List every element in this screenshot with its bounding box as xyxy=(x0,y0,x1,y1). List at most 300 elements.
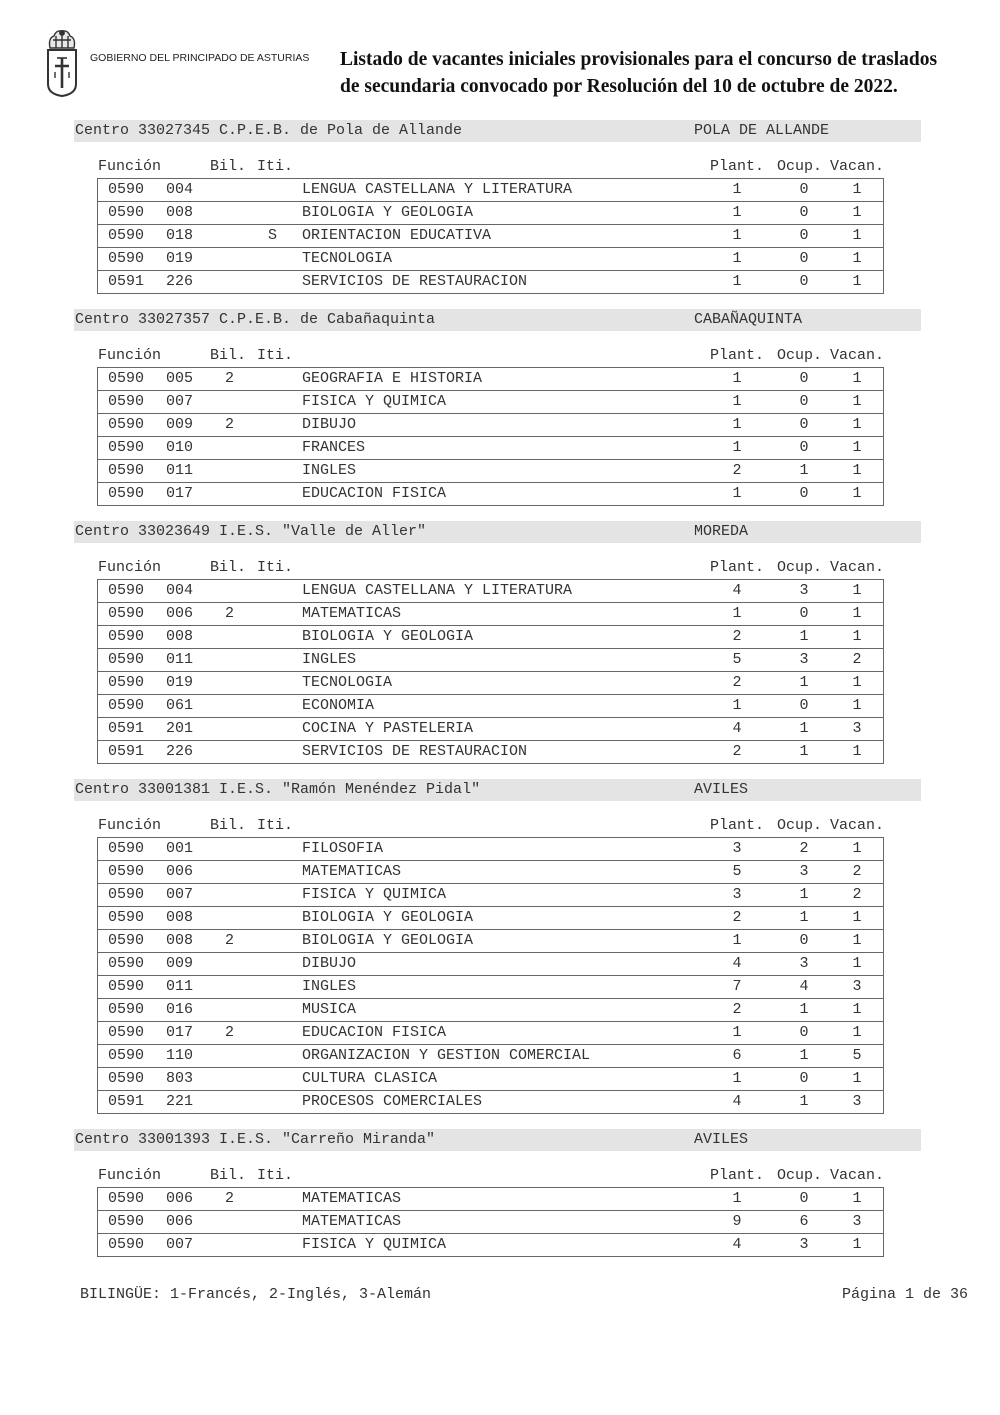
cuerpo-code: 0590 xyxy=(108,181,145,198)
especialidad-name: INGLES xyxy=(302,651,357,668)
column-header-funcion: Función xyxy=(98,817,162,834)
table-row xyxy=(98,179,883,201)
table-row xyxy=(98,247,883,270)
especialidad-name: FISICA Y QUIMICA xyxy=(302,1236,447,1253)
especialidad-name: DIBUJO xyxy=(302,955,357,972)
ocupadas-count: 1 xyxy=(799,1093,809,1110)
especialidad-name: FRANCES xyxy=(302,439,366,456)
ocupadas-count: 1 xyxy=(799,1047,809,1064)
especialidad-code: 011 xyxy=(166,462,194,479)
table-row xyxy=(98,717,883,740)
especialidad-name: MATEMATICAS xyxy=(302,863,402,880)
vacantes-count: 1 xyxy=(852,955,862,972)
especialidad-code: 008 xyxy=(166,204,194,221)
ocupadas-count: 0 xyxy=(799,181,809,198)
asturias-crest-icon xyxy=(44,28,80,98)
ocupadas-count: 3 xyxy=(799,863,809,880)
plantilla-count: 1 xyxy=(732,932,742,949)
table-row xyxy=(98,390,883,413)
vacantes-count: 1 xyxy=(852,1070,862,1087)
especialidad-name: LENGUA CASTELLANA Y LITERATURA xyxy=(302,582,573,599)
cuerpo-code: 0590 xyxy=(108,955,145,972)
especialidad-code: 019 xyxy=(166,674,194,691)
vacantes-count: 2 xyxy=(852,886,862,903)
plantilla-count: 5 xyxy=(732,863,742,880)
cuerpo-code: 0590 xyxy=(108,250,145,267)
vacantes-count: 1 xyxy=(852,439,862,456)
vacantes-count: 2 xyxy=(852,863,862,880)
cuerpo-code: 0590 xyxy=(108,1213,145,1230)
column-header-ocup: Ocup. xyxy=(777,817,823,834)
bilingual-code: 2 xyxy=(225,416,235,433)
especialidad-code: 008 xyxy=(166,909,194,926)
especialidad-code: 004 xyxy=(166,181,194,198)
cuerpo-code: 0590 xyxy=(108,909,145,926)
cuerpo-code: 0590 xyxy=(108,628,145,645)
centro-header xyxy=(74,309,921,331)
ocupadas-count: 0 xyxy=(799,393,809,410)
ocupadas-count: 1 xyxy=(799,720,809,737)
table-row xyxy=(98,1188,883,1210)
vacantes-count: 3 xyxy=(852,1093,862,1110)
ocupadas-count: 0 xyxy=(799,227,809,244)
centro-city: CABAÑAQUINTA xyxy=(694,311,803,328)
plantilla-count: 4 xyxy=(732,1093,742,1110)
centro-label: Centro 33001381 I.E.S. "Ramón Menéndez Pidal" xyxy=(75,781,481,798)
especialidad-name: MATEMATICAS xyxy=(302,605,402,622)
ocupadas-count: 0 xyxy=(799,697,809,714)
vacantes-count: 5 xyxy=(852,1047,862,1064)
plantilla-count: 9 xyxy=(732,1213,742,1230)
especialidad-code: 007 xyxy=(166,886,194,903)
table-row xyxy=(98,482,883,505)
vacantes-count: 1 xyxy=(852,674,862,691)
plantilla-count: 5 xyxy=(732,651,742,668)
vacantes-count: 1 xyxy=(852,227,862,244)
cuerpo-code: 0590 xyxy=(108,393,145,410)
cuerpo-code: 0590 xyxy=(108,1024,145,1041)
especialidad-code: 018 xyxy=(166,227,194,244)
especialidad-code: 226 xyxy=(166,273,194,290)
bilingual-legend: BILINGÜE: 1-Francés, 2-Inglés, 3-Alemán xyxy=(80,1286,432,1303)
vacantes-count: 3 xyxy=(852,720,862,737)
column-headers xyxy=(0,156,1000,178)
ocupadas-count: 4 xyxy=(799,978,809,995)
cuerpo-code: 0590 xyxy=(108,978,145,995)
table-row xyxy=(98,625,883,648)
especialidad-code: 061 xyxy=(166,697,194,714)
column-header-plant: Plant. xyxy=(710,347,765,364)
vacantes-count: 1 xyxy=(852,370,862,387)
ocupadas-count: 0 xyxy=(799,1190,809,1207)
plantilla-count: 1 xyxy=(732,1070,742,1087)
especialidad-name: EDUCACION FISICA xyxy=(302,485,447,502)
column-header-bil: Bil. xyxy=(210,347,247,364)
cuerpo-code: 0590 xyxy=(108,370,145,387)
plantilla-count: 2 xyxy=(732,628,742,645)
ocupadas-count: 6 xyxy=(799,1213,809,1230)
vacantes-count: 1 xyxy=(852,628,862,645)
vacancy-table xyxy=(97,1187,884,1257)
plantilla-count: 1 xyxy=(732,204,742,221)
column-headers xyxy=(0,1165,1000,1187)
title-line-2: de secundaria convocado por Resolución del 10 de octubre de 2022. xyxy=(340,76,898,97)
page-header xyxy=(0,0,1000,110)
table-row xyxy=(98,648,883,671)
column-header-plant: Plant. xyxy=(710,817,765,834)
especialidad-name: MATEMATICAS xyxy=(302,1213,402,1230)
vacancy-table xyxy=(97,837,884,1114)
centro-section xyxy=(0,120,1000,294)
especialidad-code: 016 xyxy=(166,1001,194,1018)
ocupadas-count: 1 xyxy=(799,909,809,926)
especialidad-name: SERVICIOS DE RESTAURACION xyxy=(302,743,528,760)
column-header-ocup: Ocup. xyxy=(777,158,823,175)
column-header-bil: Bil. xyxy=(210,817,247,834)
plantilla-count: 2 xyxy=(732,674,742,691)
vacantes-count: 1 xyxy=(852,582,862,599)
ocupadas-count: 0 xyxy=(799,1024,809,1041)
table-row xyxy=(98,224,883,247)
centro-city: POLA DE ALLANDE xyxy=(694,122,830,139)
especialidad-name: FILOSOFIA xyxy=(302,840,384,857)
especialidad-code: 004 xyxy=(166,582,194,599)
plantilla-count: 1 xyxy=(732,393,742,410)
ocupadas-count: 3 xyxy=(799,582,809,599)
cuerpo-code: 0590 xyxy=(108,1047,145,1064)
table-row xyxy=(98,838,883,860)
especialidad-code: 009 xyxy=(166,416,194,433)
vacancy-table xyxy=(97,367,884,506)
especialidad-name: MUSICA xyxy=(302,1001,357,1018)
vacantes-count: 1 xyxy=(852,273,862,290)
vacantes-count: 1 xyxy=(852,605,862,622)
ocupadas-count: 0 xyxy=(799,1070,809,1087)
plantilla-count: 1 xyxy=(732,416,742,433)
ocupadas-count: 1 xyxy=(799,674,809,691)
column-header-vacan: Vacan. xyxy=(830,347,885,364)
column-header-ocup: Ocup. xyxy=(777,1167,823,1184)
column-header-vacan: Vacan. xyxy=(830,559,885,576)
cuerpo-code: 0590 xyxy=(108,697,145,714)
table-row xyxy=(98,270,883,293)
especialidad-code: 001 xyxy=(166,840,194,857)
plantilla-count: 3 xyxy=(732,886,742,903)
especialidad-code: 006 xyxy=(166,1190,194,1207)
bilingual-code: 2 xyxy=(225,932,235,949)
table-row xyxy=(98,694,883,717)
column-header-vacan: Vacan. xyxy=(830,817,885,834)
vacantes-count: 3 xyxy=(852,1213,862,1230)
centro-header xyxy=(74,120,921,142)
document-title xyxy=(340,46,952,100)
vacantes-count: 3 xyxy=(852,978,862,995)
column-header-iti: Iti. xyxy=(257,158,294,175)
especialidad-name: TECNOLOGIA xyxy=(302,674,393,691)
cuerpo-code: 0591 xyxy=(108,720,145,737)
centro-label: Centro 33001393 I.E.S. "Carreño Miranda" xyxy=(75,1131,436,1148)
table-row xyxy=(98,1233,883,1256)
table-row xyxy=(98,436,883,459)
centro-header xyxy=(74,521,921,543)
ocupadas-count: 3 xyxy=(799,651,809,668)
cuerpo-code: 0590 xyxy=(108,886,145,903)
especialidad-code: 017 xyxy=(166,485,194,502)
ocupadas-count: 1 xyxy=(799,462,809,479)
table-row xyxy=(98,860,883,883)
table-row xyxy=(98,459,883,482)
ocupadas-count: 0 xyxy=(799,416,809,433)
table-row xyxy=(98,671,883,694)
vacancy-listing xyxy=(0,120,1000,1272)
vacantes-count: 1 xyxy=(852,743,862,760)
vacantes-count: 1 xyxy=(852,416,862,433)
especialidad-code: 008 xyxy=(166,628,194,645)
cuerpo-code: 0591 xyxy=(108,273,145,290)
column-header-bil: Bil. xyxy=(210,158,247,175)
table-row xyxy=(98,368,883,390)
centro-city: AVILES xyxy=(694,1131,749,1148)
bilingual-code: 2 xyxy=(225,370,235,387)
especialidad-code: 008 xyxy=(166,932,194,949)
plantilla-count: 4 xyxy=(732,1236,742,1253)
especialidad-name: FISICA Y QUIMICA xyxy=(302,393,447,410)
especialidad-code: 007 xyxy=(166,393,194,410)
especialidad-code: 011 xyxy=(166,651,194,668)
column-header-bil: Bil. xyxy=(210,559,247,576)
especialidad-name: BIOLOGIA Y GEOLOGIA xyxy=(302,909,474,926)
especialidad-code: 017 xyxy=(166,1024,194,1041)
vacantes-count: 1 xyxy=(852,1190,862,1207)
especialidad-name: BIOLOGIA Y GEOLOGIA xyxy=(302,628,474,645)
vacantes-count: 1 xyxy=(852,485,862,502)
vacantes-count: 2 xyxy=(852,651,862,668)
ocupadas-count: 1 xyxy=(799,743,809,760)
cuerpo-code: 0590 xyxy=(108,416,145,433)
especialidad-name: MATEMATICAS xyxy=(302,1190,402,1207)
column-header-funcion: Función xyxy=(98,347,162,364)
plantilla-count: 1 xyxy=(732,370,742,387)
plantilla-count: 1 xyxy=(732,227,742,244)
ocupadas-count: 1 xyxy=(799,886,809,903)
ocupadas-count: 0 xyxy=(799,370,809,387)
centro-section xyxy=(0,779,1000,1114)
ocupadas-count: 0 xyxy=(799,605,809,622)
table-row xyxy=(98,1090,883,1113)
plantilla-count: 1 xyxy=(732,605,742,622)
column-headers xyxy=(0,815,1000,837)
especialidad-name: INGLES xyxy=(302,978,357,995)
plantilla-count: 1 xyxy=(732,485,742,502)
vacantes-count: 1 xyxy=(852,181,862,198)
column-header-ocup: Ocup. xyxy=(777,347,823,364)
ocupadas-count: 0 xyxy=(799,485,809,502)
vacantes-count: 1 xyxy=(852,932,862,949)
especialidad-code: 006 xyxy=(166,863,194,880)
especialidad-name: DIBUJO xyxy=(302,416,357,433)
plantilla-count: 1 xyxy=(732,439,742,456)
cuerpo-code: 0590 xyxy=(108,840,145,857)
especialidad-name: TECNOLOGIA xyxy=(302,250,393,267)
page-number: Página 1 de 36 xyxy=(842,1286,969,1303)
especialidad-code: 226 xyxy=(166,743,194,760)
ocupadas-count: 3 xyxy=(799,955,809,972)
table-row xyxy=(98,975,883,998)
vacantes-count: 1 xyxy=(852,204,862,221)
table-row xyxy=(98,602,883,625)
plantilla-count: 7 xyxy=(732,978,742,995)
centro-section xyxy=(0,521,1000,764)
table-row xyxy=(98,952,883,975)
ocupadas-count: 3 xyxy=(799,1236,809,1253)
page-footer xyxy=(0,1284,1000,1306)
plantilla-count: 1 xyxy=(732,697,742,714)
ocupadas-count: 1 xyxy=(799,628,809,645)
bilingual-code: 2 xyxy=(225,1024,235,1041)
vacantes-count: 1 xyxy=(852,697,862,714)
centro-header xyxy=(74,779,921,801)
itinerant-flag: S xyxy=(268,227,278,244)
especialidad-name: PROCESOS COMERCIALES xyxy=(302,1093,483,1110)
table-row xyxy=(98,883,883,906)
vacantes-count: 1 xyxy=(852,250,862,267)
cuerpo-code: 0590 xyxy=(108,1236,145,1253)
especialidad-name: EDUCACION FISICA xyxy=(302,1024,447,1041)
table-row xyxy=(98,580,883,602)
especialidad-name: FISICA Y QUIMICA xyxy=(302,886,447,903)
column-headers xyxy=(0,345,1000,367)
table-row xyxy=(98,1021,883,1044)
especialidad-name: ORGANIZACION Y GESTION COMERCIAL xyxy=(302,1047,591,1064)
bilingual-code: 2 xyxy=(225,605,235,622)
table-row xyxy=(98,413,883,436)
especialidad-name: SERVICIOS DE RESTAURACION xyxy=(302,273,528,290)
plantilla-count: 4 xyxy=(732,582,742,599)
cuerpo-code: 0590 xyxy=(108,582,145,599)
plantilla-count: 1 xyxy=(732,181,742,198)
cuerpo-code: 0590 xyxy=(108,227,145,244)
plantilla-count: 1 xyxy=(732,250,742,267)
especialidad-name: CULTURA CLASICA xyxy=(302,1070,438,1087)
especialidad-name: BIOLOGIA Y GEOLOGIA xyxy=(302,204,474,221)
centro-label: Centro 33023649 I.E.S. "Valle de Aller" xyxy=(75,523,427,540)
cuerpo-code: 0590 xyxy=(108,462,145,479)
plantilla-count: 2 xyxy=(732,743,742,760)
table-row xyxy=(98,929,883,952)
plantilla-count: 4 xyxy=(732,955,742,972)
especialidad-code: 005 xyxy=(166,370,194,387)
especialidad-name: ORIENTACION EDUCATIVA xyxy=(302,227,492,244)
especialidad-name: COCINA Y PASTELERIA xyxy=(302,720,474,737)
cuerpo-code: 0590 xyxy=(108,485,145,502)
column-header-funcion: Función xyxy=(98,559,162,576)
ocupadas-count: 2 xyxy=(799,840,809,857)
vacancy-table xyxy=(97,579,884,764)
column-header-funcion: Función xyxy=(98,158,162,175)
cuerpo-code: 0590 xyxy=(108,674,145,691)
column-header-iti: Iti. xyxy=(257,559,294,576)
column-header-iti: Iti. xyxy=(257,347,294,364)
cuerpo-code: 0590 xyxy=(108,1190,145,1207)
especialidad-code: 011 xyxy=(166,978,194,995)
cuerpo-code: 0590 xyxy=(108,1001,145,1018)
table-row xyxy=(98,998,883,1021)
table-row xyxy=(98,1210,883,1233)
especialidad-name: LENGUA CASTELLANA Y LITERATURA xyxy=(302,181,573,198)
table-row xyxy=(98,740,883,763)
plantilla-count: 1 xyxy=(732,1190,742,1207)
cuerpo-code: 0590 xyxy=(108,605,145,622)
centro-section xyxy=(0,309,1000,506)
bilingual-code: 2 xyxy=(225,1190,235,1207)
especialidad-code: 007 xyxy=(166,1236,194,1253)
cuerpo-code: 0590 xyxy=(108,1070,145,1087)
vacantes-count: 1 xyxy=(852,462,862,479)
column-header-ocup: Ocup. xyxy=(777,559,823,576)
column-header-iti: Iti. xyxy=(257,817,294,834)
vacantes-count: 1 xyxy=(852,1024,862,1041)
especialidad-code: 006 xyxy=(166,605,194,622)
column-header-vacan: Vacan. xyxy=(830,1167,885,1184)
column-header-bil: Bil. xyxy=(210,1167,247,1184)
ocupadas-count: 0 xyxy=(799,439,809,456)
especialidad-name: BIOLOGIA Y GEOLOGIA xyxy=(302,932,474,949)
ocupadas-count: 0 xyxy=(799,204,809,221)
plantilla-count: 6 xyxy=(732,1047,742,1064)
plantilla-count: 1 xyxy=(732,1024,742,1041)
cuerpo-code: 0590 xyxy=(108,863,145,880)
especialidad-name: ECONOMIA xyxy=(302,697,375,714)
column-header-plant: Plant. xyxy=(710,158,765,175)
ocupadas-count: 0 xyxy=(799,250,809,267)
especialidad-code: 009 xyxy=(166,955,194,972)
column-header-plant: Plant. xyxy=(710,559,765,576)
vacancy-table xyxy=(97,178,884,294)
especialidad-code: 110 xyxy=(166,1047,194,1064)
cuerpo-code: 0590 xyxy=(108,932,145,949)
centro-header xyxy=(74,1129,921,1151)
plantilla-count: 2 xyxy=(732,909,742,926)
table-row xyxy=(98,906,883,929)
ocupadas-count: 1 xyxy=(799,1001,809,1018)
plantilla-count: 2 xyxy=(732,462,742,479)
especialidad-code: 201 xyxy=(166,720,194,737)
especialidad-code: 019 xyxy=(166,250,194,267)
table-row xyxy=(98,201,883,224)
centro-label: Centro 33027345 C.P.E.B. de Pola de Allande xyxy=(75,122,463,139)
especialidad-code: 221 xyxy=(166,1093,194,1110)
column-header-funcion: Función xyxy=(98,1167,162,1184)
table-row xyxy=(98,1067,883,1090)
centro-city: AVILES xyxy=(694,781,749,798)
vacantes-count: 1 xyxy=(852,393,862,410)
especialidad-name: INGLES xyxy=(302,462,357,479)
ocupadas-count: 0 xyxy=(799,932,809,949)
ocupadas-count: 0 xyxy=(799,273,809,290)
table-row xyxy=(98,1044,883,1067)
centro-label: Centro 33027357 C.P.E.B. de Cabañaquinta xyxy=(75,311,436,328)
centro-section xyxy=(0,1129,1000,1257)
plantilla-count: 4 xyxy=(732,720,742,737)
column-header-iti: Iti. xyxy=(257,1167,294,1184)
cuerpo-code: 0591 xyxy=(108,743,145,760)
government-name: GOBIERNO DEL PRINCIPADO DE ASTURIAS xyxy=(90,52,310,64)
cuerpo-code: 0591 xyxy=(108,1093,145,1110)
vacantes-count: 1 xyxy=(852,1001,862,1018)
plantilla-count: 3 xyxy=(732,840,742,857)
especialidad-code: 803 xyxy=(166,1070,194,1087)
centro-city: MOREDA xyxy=(694,523,749,540)
